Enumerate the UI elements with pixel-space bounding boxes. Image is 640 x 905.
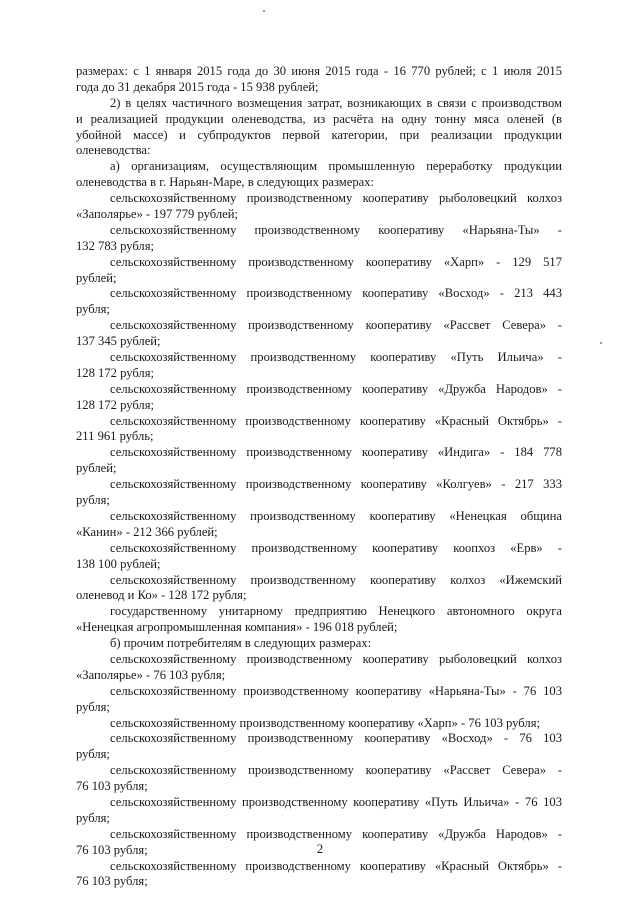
text-line: 76 103 рубля;	[76, 842, 148, 857]
text-line: сельскохозяйственному производственному кооперативу «Путь Ильича» -	[110, 350, 562, 365]
text-line: сельскохозяйственному производственному кооперативу колхоз «Ижемский	[110, 572, 562, 587]
document-body	[76, 64, 562, 890]
text-line: оленеводства:	[76, 143, 151, 158]
text-line: сельскохозяйственному производственному кооперативу «Нарьяна-Ты» -	[110, 222, 562, 237]
text-line: сельскохозяйственному производственному кооперативу «Дружба Народов» -	[110, 826, 562, 841]
scan-speck	[263, 10, 265, 12]
text-line: сельскохозяйственному производственному кооперативу «Индига» - 184 778	[110, 445, 562, 460]
text-line: убойной массе) и субпродуктов первой категории, при реализации продукции	[76, 127, 562, 142]
text-line: сельскохозяйственному производственному кооперативу «Восход» - 76 103	[110, 731, 562, 746]
text-line: сельскохозяйственному производственному кооперативу «Рассвет Севера» -	[110, 318, 562, 333]
text-line: года до 31 декабря 2015 года - 15 938 рублей;	[76, 79, 319, 94]
text-line: оленевод и Ко» - 128 172 рубля;	[76, 588, 247, 603]
text-line: оленеводства в г. Нарьян-Маре, в следующих размерах:	[76, 175, 375, 190]
text-line: б) прочим потребителям в следующих размерах:	[110, 636, 372, 651]
text-line: 76 103 рубля;	[76, 874, 148, 889]
text-line: сельскохозяйственному производственному кооперативу «Красный Октябрь» -	[110, 858, 562, 873]
page-number: 2	[316, 841, 324, 856]
text-line: «Канин» - 212 366 рублей;	[76, 524, 218, 539]
text-line: рубля;	[76, 302, 110, 317]
text-line: рубля;	[76, 699, 110, 714]
text-line: рубля;	[76, 493, 110, 508]
text-line: 137 345 рублей;	[76, 334, 161, 349]
text-line: 138 100 рублей;	[76, 556, 161, 571]
text-line: сельскохозяйственному производственному кооперативу «Харп» - 76 103 рубля;	[110, 715, 540, 730]
text-line: 132 783 рубля;	[76, 238, 155, 253]
text-line: государственному унитарному предприятию Ненецкого автономного округа	[110, 604, 562, 619]
text-line: рубля;	[76, 747, 110, 762]
text-line: а) организациям, осуществляющим промышленную переработку продукции	[110, 159, 562, 174]
text-line: сельскохозяйственному производственному кооперативу «Восход» - 213 443	[110, 286, 562, 301]
text-line: 2) в целях частичного возмещения затрат, возникающих в связи с производством	[110, 95, 562, 110]
text-line: «Заполярье» - 76 103 рубля;	[76, 667, 226, 682]
text-line: рублей;	[76, 270, 117, 285]
text-line: 128 172 рубля;	[76, 365, 155, 380]
text-line: сельскохозяйственному производственному кооперативу «Рассвет Севера» -	[110, 763, 562, 778]
text-line: размерах: с 1 января 2015 года до 30 июня 2015 года - 16 770 рублей; с 1 июля 2015	[76, 64, 562, 78]
text-line: 128 172 рубля;	[76, 397, 155, 412]
text-line: 211 961 рубль;	[76, 429, 154, 444]
text-line: рубля;	[76, 810, 110, 825]
text-line: «Ненецкая агропромышленная компания» - 196 018 рублей;	[76, 620, 398, 635]
text-line: и реализацией продукции оленеводства, из расчёта на одну тонну мяса оленей (в	[76, 111, 562, 126]
text-line: сельскохозяйственному производственному кооперативу «Путь Ильича» - 76 103	[110, 794, 562, 809]
text-line: сельскохозяйственному производственному кооперативу «Колгуев» - 217 333	[110, 477, 562, 492]
text-line: сельскохозяйственному производственному кооперативу коопхоз «Ерв» -	[110, 540, 562, 555]
scan-speck	[600, 342, 602, 344]
text-line: «Заполярье» - 197 779 рублей;	[76, 207, 238, 222]
text-line: сельскохозяйственному производственному кооперативу «Нарьяна-Ты» - 76 103	[110, 683, 562, 698]
text-line: рублей;	[76, 461, 117, 476]
text-line: сельскохозяйственному производственному кооперативу «Ненецкая община	[110, 508, 562, 523]
text-line: сельскохозяйственному производственному кооперативу рыболовецкий колхоз	[110, 191, 562, 206]
text-line: сельскохозяйственному производственному кооперативу «Дружба Народов» -	[110, 381, 562, 396]
text-line: 76 103 рубля;	[76, 779, 148, 794]
text-line: сельскохозяйственному производственному кооперативу «Красный Октябрь» -	[110, 413, 562, 428]
text-line: сельскохозяйственному производственному кооперативу рыболовецкий колхоз	[110, 651, 562, 666]
text-line: сельскохозяйственному производственному кооперативу «Харп» - 129 517	[110, 254, 562, 269]
